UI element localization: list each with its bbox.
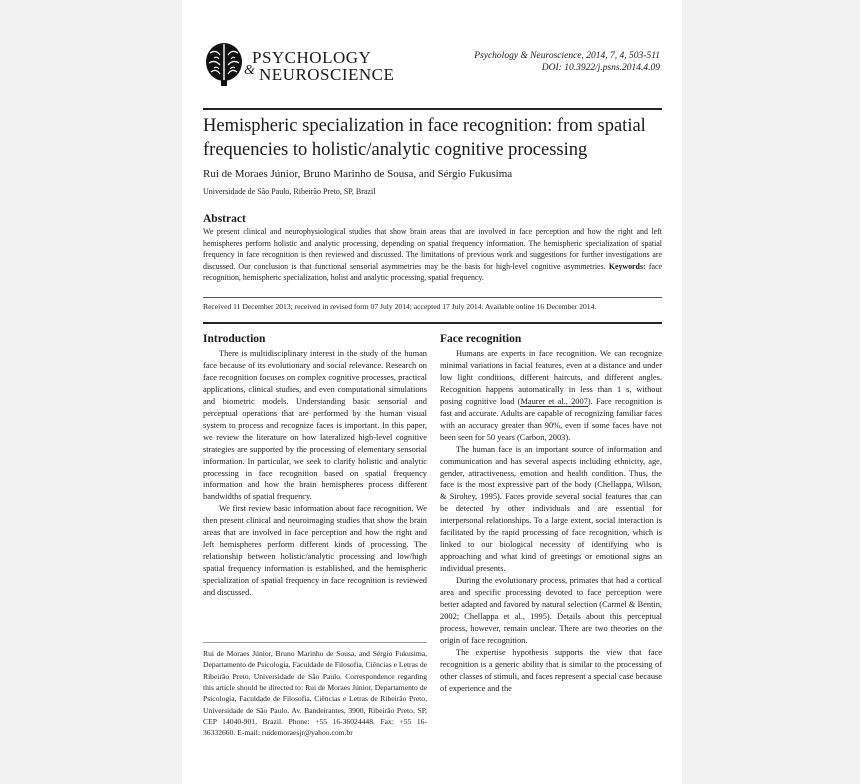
right-column (440, 348, 662, 695)
abstract-text: We present clinical and neurophysiological studies that show brain areas that are involved in face perception and how the right and left hemispheres perform holistic and analytic processing, depending on spatial frequency information. The hemispheric specialization of spatial frequency in face recognition is then reviewed and discussed. The limitations of previous work and suggestions for further investigations are discussed. Our conclusion is that functional sensorial asymmetries may be the basis for high-level cognitive asymmetries. (203, 227, 662, 271)
abstract-rule (203, 297, 662, 298)
author-list: Rui de Moraes Júnior, Bruno Marinho de Sousa, and Sérgio Fukusima (203, 168, 513, 180)
abstract-heading: Abstract (203, 213, 246, 225)
doi-line: DOI: 10.3922/j.psns.2014.4.09 (541, 63, 660, 73)
introduction-heading: Introduction (203, 333, 266, 345)
citation-link-maurer[interactable]: Maurer et al., 2007 (520, 396, 588, 406)
logo-text-neuroscience: NEUROSCIENCE (259, 65, 395, 84)
face-paragraph-1 (440, 348, 662, 444)
face-paragraph-3: During the evolutionary process, primates that had a cortical area and specific processing devoted to face perception were better adapted and favored by natural selection (Carmel & Bentin, 2002; Chellappa et al., 1995). Details about this perceptual process, however, remain unclear. There are two theories on the origin of face recognition. (440, 576, 662, 645)
citation-line: Psychology & Neuroscience, 2014, 7, 4, 503-511 (474, 51, 660, 61)
keywords-text: face recognition, hemispheric specialization, holist and analytic processing, spatial frequency. (203, 261, 663, 283)
logo-ampersand: & (244, 63, 255, 78)
journal-citation (474, 50, 660, 74)
article-title: Hemispheric specialization in face recognition: from spatial frequencies to holistic/analytic cognitive processing (203, 116, 646, 160)
affiliation: Universidade de São Paulo, Ribeirão Preto, SP, Brazil (203, 187, 376, 196)
keywords-label: Keywords: (608, 261, 646, 271)
intro-paragraph-1: There is multidisciplinary interest in the study of the human face because of its evolutionary and social relevance. Research on face recognition focuses on complex cognitive processes, practical applications, clinical studies, and even computational simulations and biometric models. Understanding basic sensorial and perceptual operations that are performed by the human visual system to process and recognize faces is important. In this paper, we review the literature on how lateralized high-level cognitive strategies are supported by the processing of elementary sensorial information. In particular, we seek to clarify holistic and analytic processing in face recognition based on spatial frequency information and how the brain hemispheres process different bandwidths of spatial frequency. (203, 349, 427, 502)
face-p1-text-a: Humans are experts in face recognition. We can recognize minimal variations in facial features, even at a distance and under low light conditions, different haircuts, and different angles. Recognition happens automatically in less than 1 s, without posing cognitive load ( (440, 349, 662, 406)
logo-text-psychology: PSYCHOLOGY (252, 48, 372, 67)
journal-logo (204, 41, 395, 89)
body-rule (203, 322, 662, 324)
paper-page (182, 0, 682, 784)
received-dates: Received 11 December 2013; received in revised form 07 July 2014; accepted 17 July 2014. Available online 16 December 2014. (203, 302, 597, 311)
face-recognition-heading: Face recognition (440, 333, 522, 345)
author-footnote: Rui de Moraes Júnior, Bruno Marinho de Sousa, and Sérgio Fukusima, Departamento de Psicologia, Faculdade de Filosofia, Ciências e Letras de Ribeirão Preto, Universidade de São Paulo. Correspondence regarding this article should be directed to: Rui de Moraes Júnior, Departamento de Psicologia, Faculdade de Filosofia, Ciências e Letras de Ribeirão Preto, Universidade de São Paulo, Av. Bandeirantes, 3900, Ribeirão Preto, SP, CEP 14040-901, Brazil. Phone: +55 16-36024448. Fax: +55 16-36332660. E-mail: ruidemoraesjr@yahoo.com.br (203, 649, 427, 738)
header-rule (203, 108, 662, 110)
face-paragraph-4: The expertise hypothesis supports the view that face recognition is a generic ability that is similar to the processing of other classes of stimuli, and faces represent a special case because of experience and the (440, 647, 662, 693)
left-column (203, 348, 427, 599)
footnote-rule (203, 642, 427, 643)
face-paragraph-2: The human face is an important source of information and communication and has several aspects including ethnicity, age, gender, attractiveness, emotion and health condition. Thus, the face is the most expressive part of the body (Chellappa, Wilson, & Sirohey, 1995). Faces provide several social features that can be detected by other individuals and are essential for interpersonal relationships. To a large extent, social interaction is facilitated by the rapid processing of face recognition, which is linked to our biological necessity of identifying who is approaching and what kind of greetings or emotional signs an individual presents. (440, 444, 662, 574)
intro-paragraph-2: We first review basic information about face recognition. We then present clinical and neuroimaging studies that show the brain areas that are involved in face perception and how the right and left hemispheres perform different kinds of processing. The relationship between holistic/analytic processing and low/high spatial frequency information is established, and the hemispheric specialization of spatial frequency in face recognition is reviewed and discussed. (203, 504, 427, 598)
brain-icon (204, 41, 244, 87)
abstract-body (203, 226, 662, 284)
face-p1-text-b: ). Face recognition is fast and accurate. Adults are capable of recognizing familiar faces with an accuracy greater than 90%, even if some faces have not been seen for 50 years (Carbon, 2003). (440, 396, 662, 442)
